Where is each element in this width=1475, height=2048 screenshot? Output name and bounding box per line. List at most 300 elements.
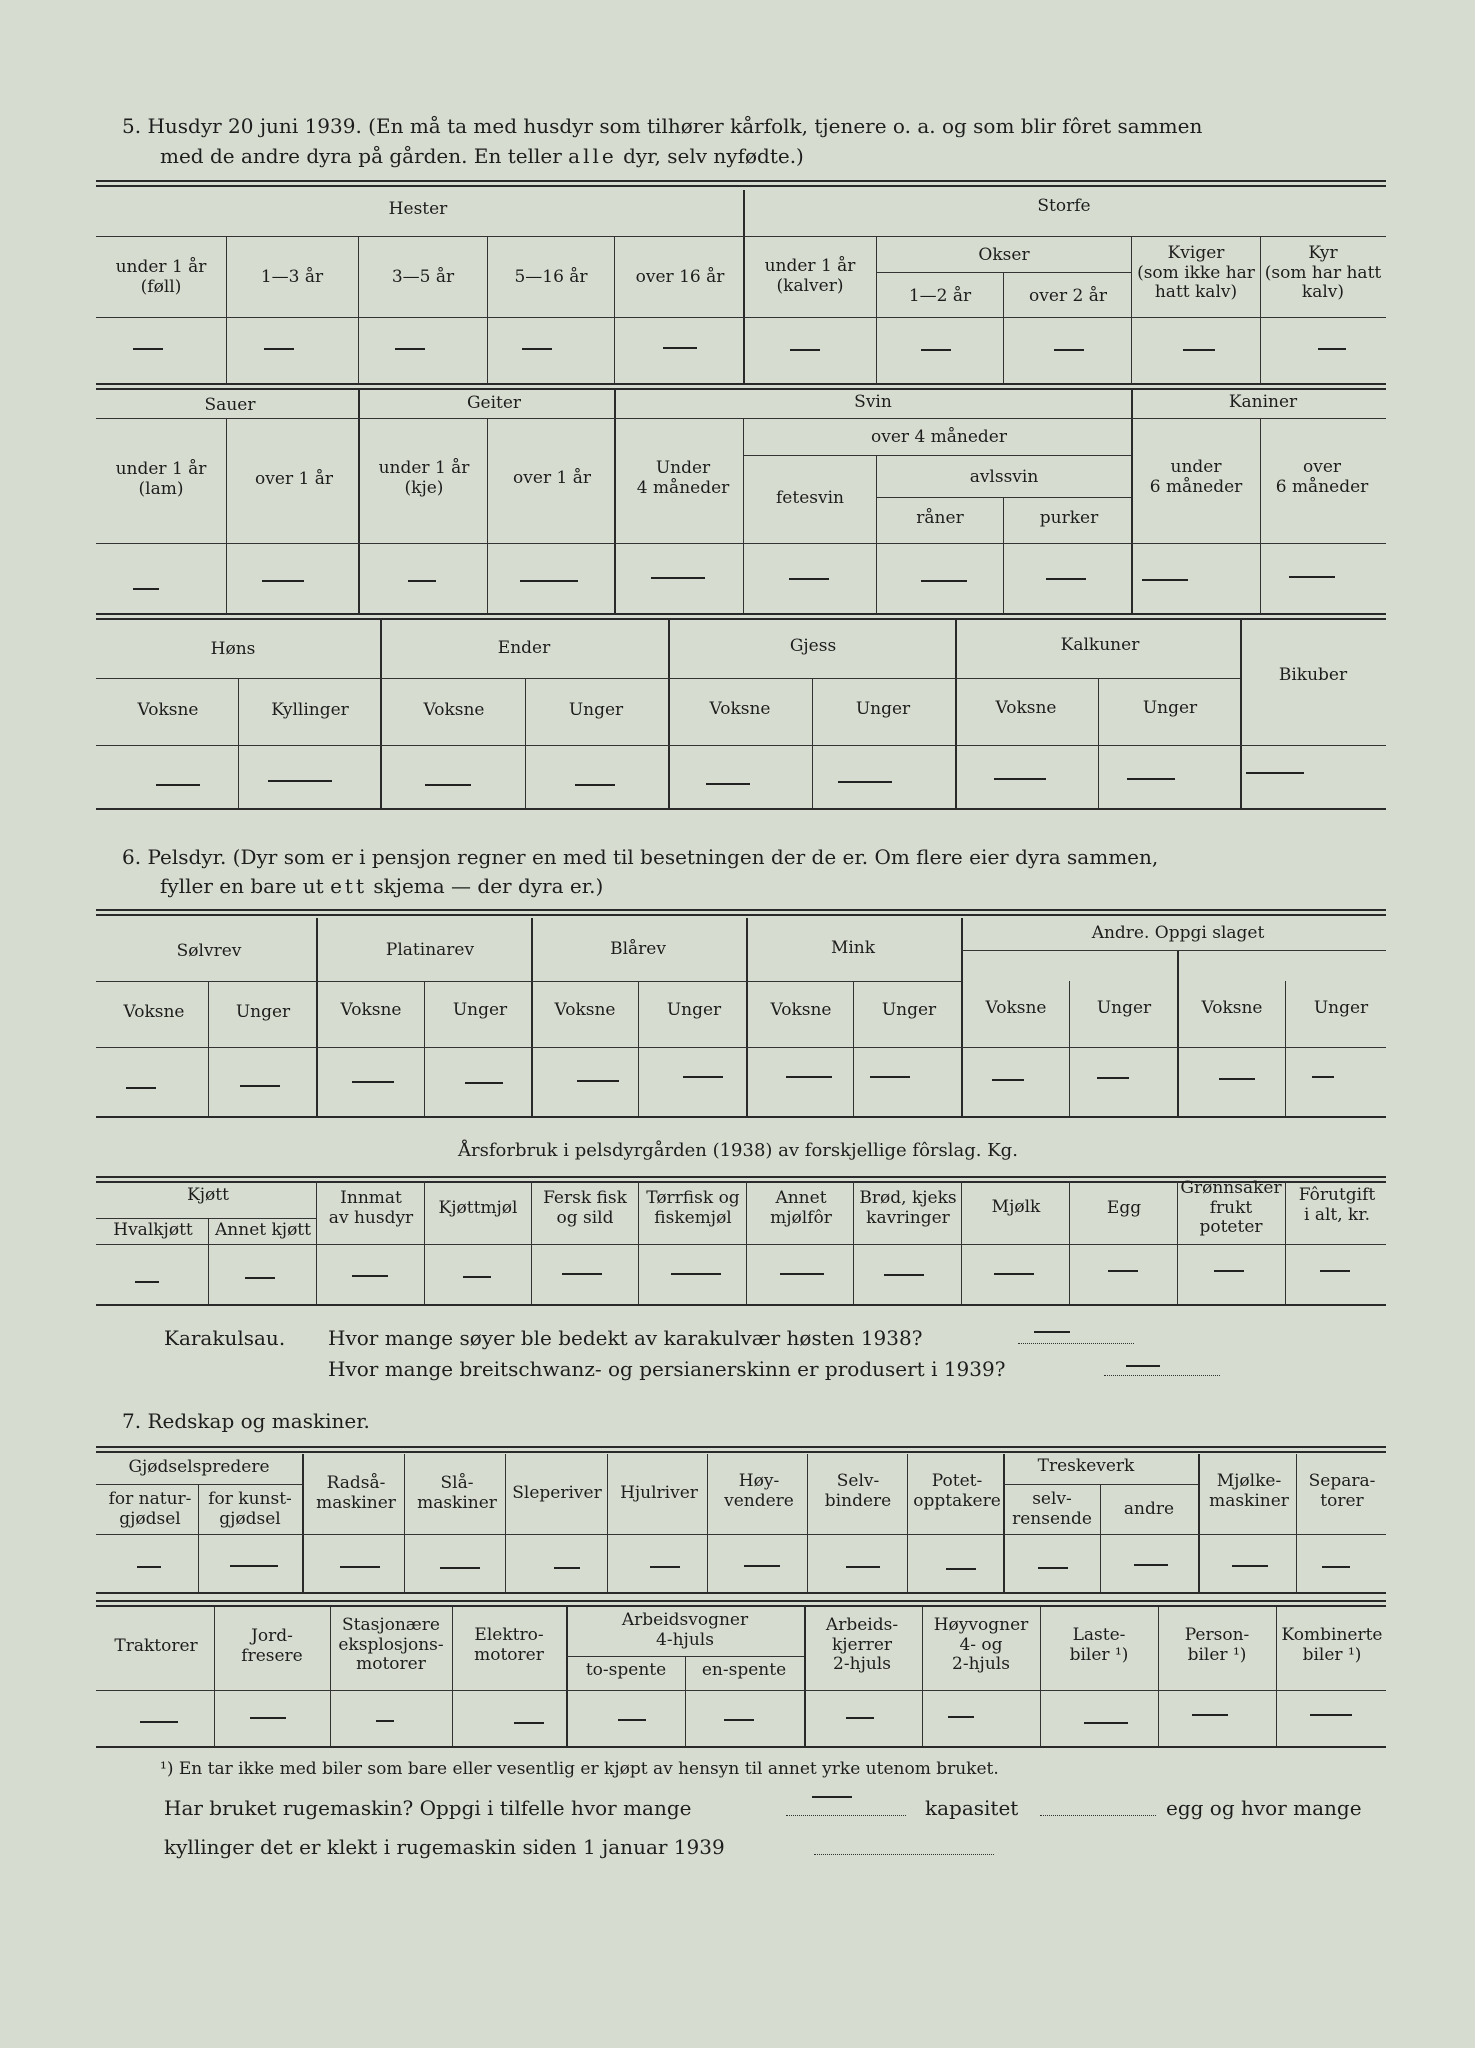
svin-over4: over 4 måneder [871,427,1007,447]
group-divider [316,918,318,1116]
table5-bottom-rule [96,1304,1386,1306]
ender-header: Ender [497,638,551,658]
entry-dash [744,1565,780,1567]
section5-subtitle-end: dyr, selv nyfødte.) [623,144,804,168]
selvbindere: Selv- bindere [824,1471,892,1511]
col-divider [638,1244,639,1304]
table7-bottom-rule [96,1746,1386,1748]
entry-dash [948,1716,974,1718]
pelsdyr-mink: Mink [830,938,876,958]
entry-dash [522,348,552,350]
kalkuner-voksne: Voksne [995,698,1057,718]
entry-dash [1097,1077,1129,1079]
entry-dash [1054,349,1084,351]
table3-top-rule [96,613,1386,620]
table1-divider [743,190,745,383]
entry-dash [264,348,294,350]
col-divider [316,1244,317,1304]
col-divider [707,1454,708,1592]
entry-dash [465,1082,503,1084]
table1-header-rule [96,317,1386,318]
group-divider [668,620,670,808]
entry-dash [650,1566,680,1568]
col-divider [487,236,488,383]
entry-dash [994,778,1046,780]
group-divider [566,1607,568,1746]
entry-dash [1046,578,1086,580]
group-divider [614,390,616,613]
col-divider [638,981,639,1116]
avlssvin-rule [876,497,1131,498]
forbruk-kjott: Kjøtt [187,1185,229,1205]
entry-dash [230,1565,278,1567]
col-divider [226,418,227,613]
col-divider [1260,236,1261,383]
hons-voksne: Voksne [137,700,199,720]
entry-dash [671,1273,721,1275]
entry-dash [1312,1076,1334,1078]
forbruk-gronnsaker: Grønnsaker frukt poteter [1180,1178,1282,1238]
entry-dash [846,1717,874,1719]
group-divider [961,918,963,1116]
entry-dash [577,1080,619,1082]
svin-raner: råner [916,508,964,528]
kalkuner-unger: Unger [1142,698,1198,718]
entry-dash [618,1719,646,1721]
group-divider [1177,950,1179,1116]
gjodsel-natur: for natur- gjødsel [108,1489,192,1529]
okser-rule [876,272,1131,273]
entry-dash [1034,1331,1070,1333]
col-divider [424,981,425,1116]
karakul-answer-2-line[interactable] [1104,1375,1220,1376]
entry-dash [554,1567,580,1569]
entry-dash [156,784,200,786]
platinarev-voksne: Voksne [340,1000,402,1020]
hester-col-4: 5—16 år [514,267,588,287]
col-divider [531,1244,532,1304]
group-divider [746,918,748,1116]
group-divider [1240,620,1242,808]
entry-dash [724,1719,754,1721]
footnote: ¹) En tar ikke med biler som bare eller vesentlig er kjøpt av hensyn til annet yrke utenom bruket. [160,1759,999,1779]
entry-dash [846,1566,880,1568]
entry-dash [1108,1270,1138,1272]
over4-rule [743,455,1131,456]
solvrev-voksne: Voksne [123,1002,185,1022]
forbruk-title: Årsforbruk i pelsdyrgården (1938) av forskjellige fôrslag. Kg. [458,1140,1018,1161]
forbruk-egg: Egg [1106,1198,1142,1218]
entry-dash [1038,1567,1068,1569]
entry-dash [575,784,615,786]
forbruk-fersk-fisk: Fersk fisk og sild [543,1188,627,1228]
rugemaskin-egg-label: egg og hvor mange [1166,1796,1362,1820]
platinarev-unger: Unger [452,1000,508,1020]
entry-dash [463,1276,491,1278]
mjolkemaskiner: Mjølke- maskiner [1209,1471,1289,1511]
entry-dash [921,349,951,351]
entry-dash [135,1281,159,1283]
col-divider [1131,236,1132,383]
hons-kyllinger: Kyllinger [271,700,349,720]
entry-dash [994,1273,1034,1275]
entry-dash [262,580,304,582]
geiter-col-2: over 1 år [513,468,591,488]
col-divider [487,418,488,613]
hoyvendere: Høy- vendere [724,1471,794,1511]
arbeidsvogner-header: Arbeidsvogner 4-hjuls [621,1610,749,1650]
entry-dash [268,780,332,782]
entry-dash [250,1717,286,1719]
mink-voksne: Voksne [770,1000,832,1020]
section5-title: 5. Husdyr 20 juni 1939. (En må ta med husdyr som tilhører kårfolk, tjenere o. a. og som blir fôret sammen [122,114,1203,138]
lastebiler: Laste- biler ¹) [1069,1625,1129,1665]
entry-dash [992,1079,1024,1081]
hester-col-2: 1—3 år [260,267,324,287]
col-divider [907,1454,908,1592]
pelsdyr-solvrev: Sølvrev [176,941,242,961]
hester-col-5: over 16 år [635,267,725,287]
entry-dash [1219,1078,1255,1080]
pelsdyr-andre: Andre. Oppgi slaget [1091,923,1265,943]
andre1-voksne: Voksne [985,998,1047,1018]
group-divider [1198,1454,1200,1592]
entry-dash [137,1566,161,1568]
section6-subtitle-end: skjema — der dyra er.) [373,874,604,898]
col-divider [614,236,615,383]
mink-unger: Unger [881,1000,937,1020]
blarev-unger: Unger [666,1000,722,1020]
entry-dash [1322,1566,1350,1568]
hester-header: Hester [388,199,448,219]
entry-dash [870,1076,910,1078]
group-divider [531,918,533,1116]
radsamaskiner: Radså- maskiner [316,1473,396,1513]
entry-dash [1127,778,1175,780]
col-divider [1098,678,1099,808]
col-divider [214,1607,215,1746]
table7-header-rule [96,1690,1386,1691]
entry-dash [562,1273,602,1275]
group-divider [804,1607,806,1746]
table4-top-rule [96,909,1386,916]
svin-fetesvin: fetesvin [776,488,844,508]
kaniner-col-1: under 6 måneder [1149,457,1243,497]
table3-group-rule [96,678,1240,679]
personbiler: Person- biler ¹) [1184,1625,1250,1665]
entry-dash [140,1721,178,1723]
col-divider [876,236,877,383]
table7-top-rule [96,1600,1386,1607]
okser-header: Okser [978,245,1030,265]
table1-top-rule [96,180,1386,187]
col-divider [1296,1454,1297,1592]
forbruk-forutgift: Fôrutgift i alt, kr. [1298,1185,1376,1225]
sauer-col-2: over 1 år [255,469,333,489]
col-divider [607,1454,608,1592]
hoyvogner: Høyvogner 4- og 2-hjuls [933,1615,1029,1675]
table2-group-rule [96,418,1386,419]
table6-bottom-rule [96,1592,1386,1594]
section6-subtitle [160,875,603,897]
table3-bottom-rule [96,808,1386,810]
gjess-header: Gjess [789,636,837,656]
entry-dash [1126,1365,1160,1367]
pelsdyr-blarev: Blårev [610,939,666,959]
col-divider [807,1454,808,1592]
entry-dash [1310,1714,1352,1716]
forbruk-mjolk: Mjølk [991,1197,1041,1217]
col-divider [1003,272,1004,383]
entry-dash [352,1275,388,1277]
col-divider [1003,497,1004,613]
storfe-kalver: under 1 år (kalver) [764,256,856,296]
entry-dash [921,580,967,582]
col-divider [505,1454,506,1592]
entry-dash [812,1796,852,1798]
col-divider [208,1244,209,1304]
col-divider [1069,981,1070,1116]
section6-subtitle-spaced: ett [330,874,368,898]
entry-dash [425,784,471,786]
arbeidsvogner-tospente: to-spente [585,1660,667,1680]
group-divider [302,1454,304,1592]
entry-dash [786,1076,832,1078]
entry-dash [133,348,163,350]
gjodsel-kunst: for kunst- gjødsel [208,1489,292,1529]
col-divider [358,236,359,383]
group-divider [1131,390,1133,613]
col-divider [812,678,813,808]
section5-subtitle [160,145,804,167]
section5-subtitle-spaced: alle [568,144,617,168]
gjodsel-rule [96,1484,302,1485]
col-divider [238,678,239,808]
group-divider [358,390,360,613]
group-divider [955,620,957,808]
col-divider [1069,1244,1070,1304]
table6-top-rule [96,1446,1386,1453]
forbruk-annet-kjott: Annet kjøtt [215,1220,311,1240]
entry-dash [706,783,750,785]
svin-purker: purker [1039,508,1099,528]
col-divider [1158,1607,1159,1746]
gjess-unger: Unger [855,699,911,719]
forbruk-brod: Brød, kjeks kavringer [859,1188,957,1228]
okser-col-1: 1—2 år [908,286,972,306]
arbeidsvogner-enspente: en-spente [701,1660,787,1680]
col-divider [685,1656,686,1746]
andre2-unger: Unger [1313,998,1369,1018]
entry-dash [240,1085,280,1087]
kombinerte-biler: Kombinerte biler ¹) [1281,1625,1383,1665]
andre2-voksne: Voksne [1201,998,1263,1018]
jordfresere: Jord- freserе [241,1626,303,1666]
storfe-kviger: Kviger (som ikke har hatt kalv) [1137,243,1255,303]
entry-dash [1084,1722,1128,1724]
table5-header-rule [96,1244,1386,1245]
entry-dash [790,349,820,351]
karakul-answer-1-line[interactable] [1018,1343,1134,1344]
entry-dash [683,1076,723,1078]
geiter-header: Geiter [466,393,522,413]
rugemaskin-antall-line[interactable] [786,1815,906,1816]
entry-dash [1134,1564,1168,1566]
andre-rule [961,950,1386,951]
entry-dash [1232,1565,1268,1567]
col-divider [525,678,526,808]
section6-subtitle-start: fyller en bare ut [160,874,324,898]
entry-dash [946,1568,976,1570]
svin-avlssvin: avlssvin [969,467,1039,487]
entry-dash [376,1720,394,1722]
svin-under4: Under 4 måneder [636,458,730,498]
slamaskiner: Slå- maskiner [417,1473,497,1513]
col-divider [1177,1244,1178,1304]
group-divider [1003,1454,1005,1592]
forbruk-annet-mjolfor: Annet mjølfôr [770,1188,832,1228]
andre1-unger: Unger [1096,998,1152,1018]
gjodsel-header: Gjødselspredere [128,1457,270,1477]
storfe-header: Storfe [1037,196,1091,216]
col-divider [198,1484,199,1592]
forbruk-kjottmjol: Kjøttmjøl [438,1198,518,1218]
col-divider [452,1607,453,1746]
kaniner-col-2: over 6 måneder [1275,457,1369,497]
section7-title: 7. Redskap og maskiner. [122,1409,370,1433]
traktorer: Traktorer [114,1636,198,1656]
sleperiver: Sleperiver [512,1483,602,1503]
table1-group-rule [96,236,1386,237]
forbruk-torrfisk: Tørrfisk og fiskemjøl [646,1188,740,1228]
section6-title: 6. Pelsdyr. (Dyr som er i pensjon regner en med til besetningen der de er. Om flere eier dyra sammen, [122,845,1159,869]
svin-header: Svin [854,392,892,412]
col-divider [226,236,227,383]
solvrev-unger: Unger [235,1002,291,1022]
treskeverk-andre: andre [1123,1499,1175,1519]
table4-header-rule [96,1047,1386,1048]
treskeverk-selvrensende: selv- rensende [1012,1489,1092,1529]
entry-dash [663,347,697,349]
col-divider [853,981,854,1116]
hester-col-1: under 1 år (føll) [115,257,207,297]
separatorer: Separa- torer [1308,1471,1376,1511]
entry-dash [1289,576,1335,578]
geiter-col-1: under 1 år (kje) [378,458,470,498]
entry-dash [408,580,436,582]
bikuber-header: Bikuber [1278,665,1348,685]
blarev-voksne: Voksne [554,1000,616,1020]
entry-dash [395,348,425,350]
rugemaskin-question: Har bruket rugemaskin? Oppgi i tilfelle hvor mange [164,1796,692,1820]
hons-header: Høns [210,639,256,659]
entry-dash [1320,1270,1350,1272]
ender-unger: Unger [568,700,624,720]
col-divider [876,455,877,613]
entry-dash [126,1087,156,1089]
table4-group-rule [96,981,961,982]
entry-dash [651,577,705,579]
entry-dash [133,588,159,590]
group-divider [380,620,382,808]
entry-dash [1183,349,1215,351]
entry-dash [340,1566,380,1568]
entry-dash [245,1277,275,1279]
kjott-rule [96,1218,316,1219]
col-divider [424,1244,425,1304]
table2-top-rule [96,383,1386,390]
kaniner-header: Kaniner [1228,392,1298,412]
arbeidskjerrer: Arbeids- kjerrer 2-hjuls [825,1615,899,1675]
entry-dash [1318,348,1346,350]
col-divider [404,1454,405,1592]
entry-dash [1214,1270,1244,1272]
okser-col-2: over 2 år [1029,286,1107,306]
sauer-col-1: under 1 år (lam) [115,459,207,499]
pelsdyr-platinarev: Platinarev [385,940,475,960]
col-divider [746,1244,747,1304]
storfe-kyr: Kyr (som har hatt kalv) [1264,243,1382,303]
entry-dash [520,580,578,582]
col-divider [961,1244,962,1304]
section5-subtitle-start: med de andre dyra på gården. En teller [160,144,562,168]
gjess-voksne: Voksne [709,699,771,719]
rugemaskin-kapasitet-label: kapasitet [925,1796,1019,1820]
kyllinger-question: kyllinger det er klekt i rugemaskin siden 1 januar 1939 [164,1835,725,1859]
col-divider [208,981,209,1116]
col-divider [1040,1607,1041,1746]
stasjonaere-motorer: Stasjonære eksplosjons- motorer [338,1615,444,1675]
hjulriver: Hjulriver [620,1483,698,1503]
col-divider [853,1244,854,1304]
col-divider [1100,1484,1101,1592]
karakul-question-1: Hvor mange søyer ble bedekt av karakulvær høsten 1938? [328,1326,923,1350]
rugemaskin-kapasitet-line[interactable] [1040,1815,1156,1816]
entry-dash [514,1722,544,1724]
table3-header-rule [96,745,1386,746]
table2-header-rule [96,543,1386,544]
treskeverk-header: Treskeverk [1037,1456,1135,1476]
col-divider [1285,1244,1286,1304]
kalkuner-header: Kalkuner [1060,635,1140,655]
col-divider [330,1607,331,1746]
entry-dash [1246,772,1304,774]
entry-dash [440,1567,480,1569]
entry-dash [1142,579,1188,581]
entry-dash [789,578,829,580]
entry-dash [352,1081,394,1083]
col-divider [922,1607,923,1746]
col-divider [743,418,744,613]
col-divider [1276,1607,1277,1746]
sauer-header: Sauer [204,395,256,415]
col-divider [1260,418,1261,613]
ender-voksne: Voksne [423,700,485,720]
kyllinger-line[interactable] [814,1854,994,1855]
forbruk-hvalkjott: Hvalkjøtt [113,1220,193,1240]
forbruk-innmat: Innmat av husdyr [328,1188,414,1228]
karakul-question-2: Hvor mange breitschwanz- og persianerskinn er produsert i 1939? [328,1357,1006,1381]
karakul-label: Karakulsau. [164,1326,286,1350]
entry-dash [838,781,892,783]
table6-header-rule [96,1534,1386,1535]
entry-dash [884,1274,924,1276]
entry-dash [1192,1714,1228,1716]
elektromotorer: Elektro- motorer [474,1625,544,1665]
col-divider [1285,981,1286,1116]
potetopptakere: Potet- opptakere [913,1471,1001,1511]
hester-col-3: 3—5 år [391,267,455,287]
